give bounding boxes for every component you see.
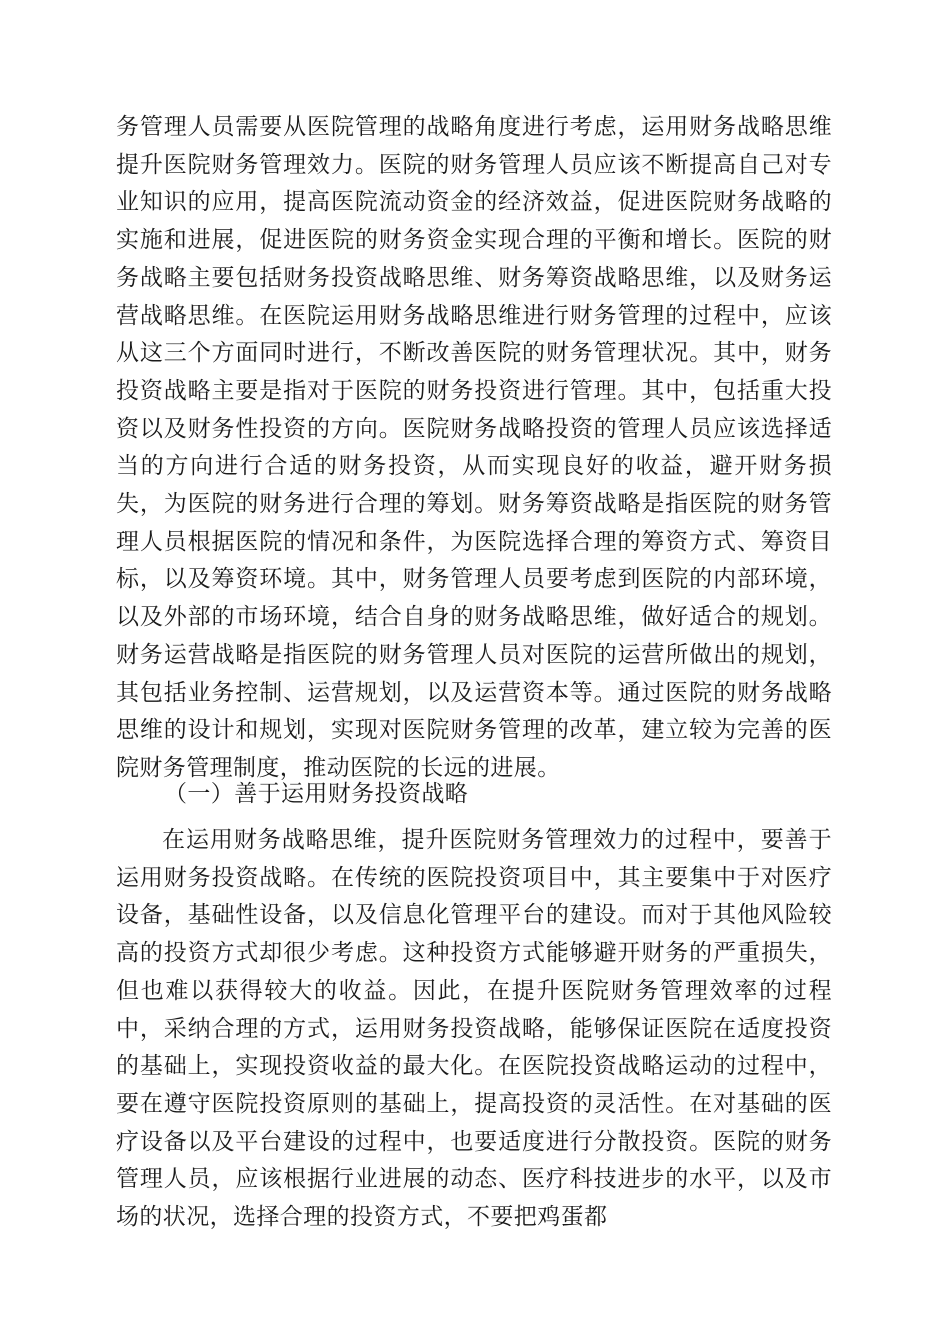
section-heading: （一）善于运用财务投资战略 xyxy=(164,781,469,807)
body-paragraph: 在运用财务战略思维，提升医院财务管理效力的过程中，要善于运用财务投资战略。在传统的医院投资项目中，其主要集中于对医疗设备，基础性设备，以及信息化管理平台的建设。而对于其他风险较高的投资方式却很少考虑。这种投资方式能够避开财务的严重损失，但也难以获得较大的收益。因此，在提升医院财务管理效率的过程中，采纳合理的方式，运用财务投资战略，能够保证医院在适度投资的基础上，实现投资收益的最大化。在医院投资战略运动的过程中，要在遵守医院投资原则的基础上，提高投资的灵活性。在对基础的医疗设备以及平台建设的过程中，也要适度进行分散投资。医院的财务管理人员，应该根据行业进展的动态、医疗科技进步的水平，以及市场的状况，选择合理的投资方式，不要把鸡蛋都 xyxy=(116,827,832,1231)
body-paragraph-continued: 务管理人员需要从医院管理的战略角度进行考虑，运用财务战略思维提升医院财务管理效力。医院的财务管理人员应该不断提高自己对专业知识的应用，提高医院流动资金的经济效益，促进医院财务战略的实施和进展，促进医院的财务资金实现合理的平衡和增长。医院的财务战略主要包括财务投资战略思维、财务筹资战略思维，以及财务运营战略思维。在医院运用财务战略思维进行财务管理的过程中，应该从这三个方面同时进行，不断改善医院的财务管理状况。其中，财务投资战略主要是指对于医院的财务投资进行管理。其中，包括重大投资以及财务性投资的方向。医院财务战略投资的管理人员应该选择适当的方向进行合适的财务投资，从而实现良好的收益，避开财务损失，为医院的财务进行合理的筹划。财务筹资战略是指医院的财务管理人员根据医院的情况和条件，为医院选择合理的筹资方式、筹资目标，以及筹资环境。其中，财务管理人员要考虑到医院的内部环境，以及外部的市场环境，结合自身的财务战略思维，做好适合的规划。财务运营战略是指医院的财务管理人员对医院的运营所做出的规划，其包括业务控制、运营规划，以及运营资本等。通过医院的财务战略思维的设计和规划，实现对医院财务管理的改革，建立较为完善的医院财务管理制度，推动医院的长远的进展。 xyxy=(116,114,832,781)
